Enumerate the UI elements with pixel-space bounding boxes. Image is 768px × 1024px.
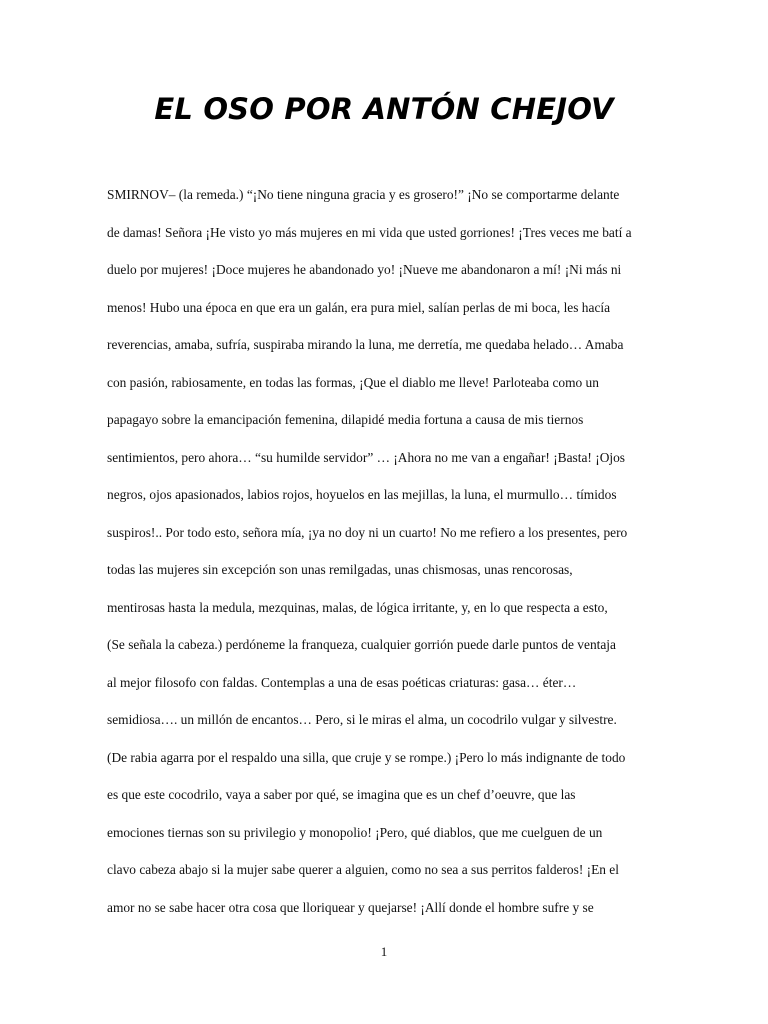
text-line: suspiros!.. Por todo esto, señora mía, ¡ya no doy ni un cuarto! No me refiero a los presentes, pero bbox=[107, 524, 628, 540]
text-line: es que este cocodrilo, vaya a saber por qué, se imagina que es un chef d’oeuvre, que las bbox=[107, 787, 576, 802]
text-line: SMIRNOV– (la remeda.) “¡No tiene ninguna gracia y es grosero!” ¡No se comportarme delante bbox=[107, 187, 620, 202]
text-line: (De rabia agarra por el respaldo una silla, que cruje y se rompe.) ¡Pero lo más indignante de todo bbox=[107, 749, 626, 765]
body-text bbox=[107, 181, 663, 931]
text-line: duelo por mujeres! ¡Doce mujeres he abandonado yo! ¡Nueve me abandonaron a mí! ¡Ni más ni bbox=[107, 262, 622, 277]
text-line: (Se señala la cabeza.) perdóneme la franqueza, cualquier gorrión puede darle puntos de ventaja bbox=[107, 637, 616, 652]
text-line: semidiosa…. un millón de encantos… Pero, si le miras el alma, un cocodrilo vulgar y silvestre. bbox=[107, 712, 617, 727]
text-line: menos! Hubo una época en que era un galán, era pura miel, salían perlas de mi boca, les hacía bbox=[107, 299, 611, 315]
text-line: sentimientos, pero ahora… “su humilde servidor” … ¡Ahora no me van a engañar! ¡Basta! ¡Ojos bbox=[107, 449, 625, 465]
text-line: emociones tiernas son su privilegio y monopolio! ¡Pero, qué diablos, que me cuelguen de un bbox=[107, 824, 603, 840]
text-line: amor no se sabe hacer otra cosa que lloriquear y quejarse! ¡Allí donde el hombre sufre y se bbox=[107, 899, 594, 915]
text-line: todas las mujeres sin excepción son unas remilgadas, unas chismosas, unas rencorosas, bbox=[107, 562, 573, 577]
text-line: papagayo sobre la emancipación femenina, dilapidé media fortuna a causa de mis tiernos bbox=[107, 412, 584, 427]
page-title: EL OSO POR ANTÓN CHEJOV bbox=[154, 92, 614, 126]
page-number: 1 bbox=[380, 944, 388, 959]
text-line: clavo cabeza abajo si la mujer sabe querer a alguien, como no sea a sus perritos falderos! ¡En el bbox=[107, 862, 619, 877]
text-line: de damas! Señora ¡He visto yo más mujeres en mi vida que usted gorriones! ¡Tres veces me batí a bbox=[107, 224, 632, 240]
text-line: al mejor filosofo con faldas. Contemplas a una de esas poéticas criaturas: gasa… éter… bbox=[107, 674, 577, 690]
text-line: mentirosas hasta la medula, mezquinas, malas, de lógica irritante, y, en lo que respecta a esto, bbox=[107, 599, 608, 615]
text-line: negros, ojos apasionados, labios rojos, hoyuelos en las mejillas, la luna, el murmullo… tímidos bbox=[107, 487, 617, 502]
text-line: con pasión, rabiosamente, en todas las formas, ¡Que el diablo me lleve! Parloteaba como un bbox=[107, 374, 599, 390]
text-line: reverencias, amaba, sufría, suspiraba mirando la luna, me derretía, me quedaba helado… Amaba bbox=[107, 337, 624, 352]
